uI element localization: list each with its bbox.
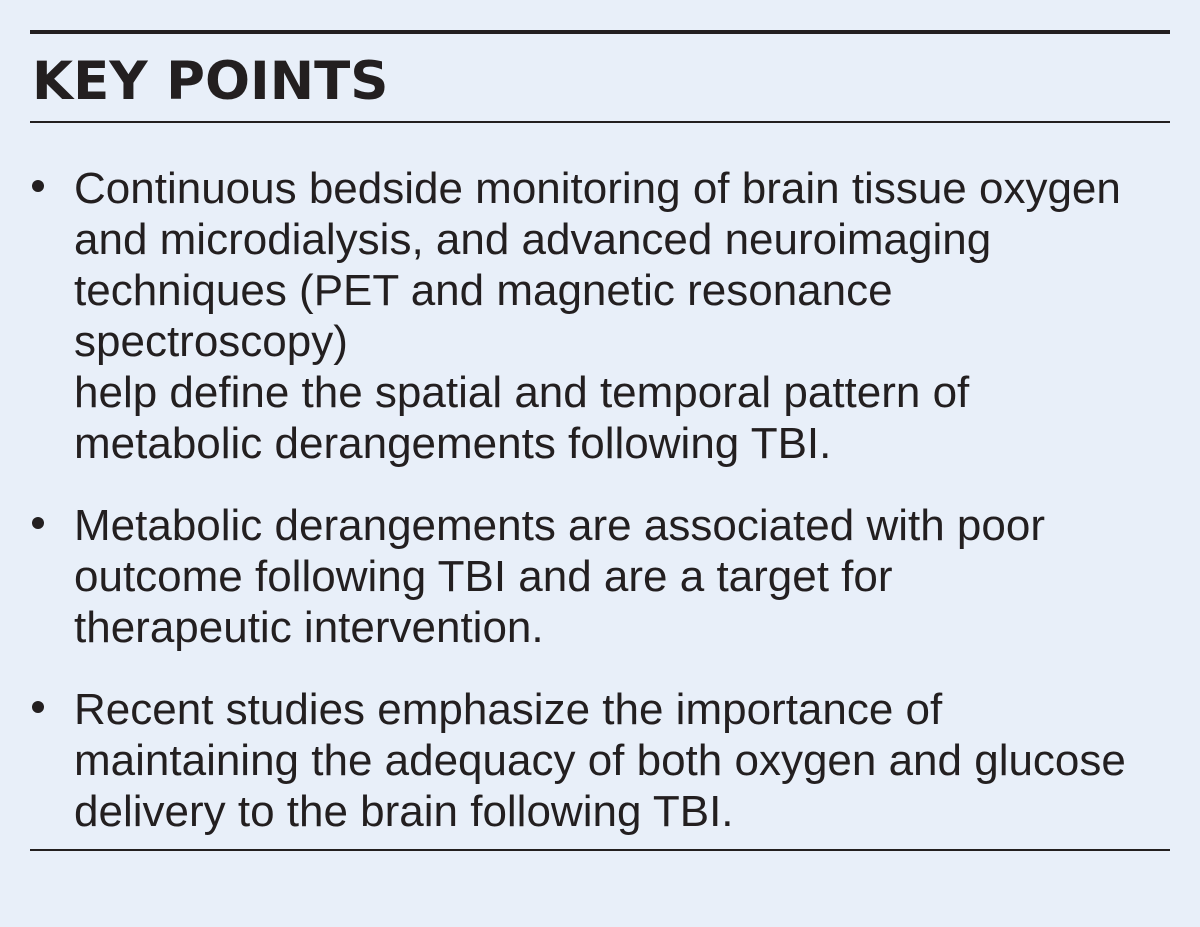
bullet-icon [32, 701, 44, 713]
key-points-list [30, 163, 1170, 868]
key-point-text: Metabolic derangements are associated with poor outcome following TBI and are a target for therapeutic intervention. [74, 501, 1045, 652]
heading-rule [30, 121, 1170, 123]
bullet-icon [32, 180, 44, 192]
top-rule [30, 30, 1170, 34]
key-point-item [30, 500, 1170, 653]
key-point-text: Recent studies emphasize the importance of maintaining the adequacy of both oxygen and glucose delivery to the brain following TBI. [74, 685, 1126, 836]
bottom-rule [30, 849, 1170, 851]
bullet-icon [32, 517, 44, 529]
key-points-heading: KEY POINTS [32, 51, 389, 112]
key-point-item [30, 684, 1170, 837]
key-point-item [30, 163, 1170, 469]
key-point-text: Continuous bedside monitoring of brain tissue oxygen and microdialysis, and advanced neuroimaging techniques (PET and magnetic resonance spectroscopy) help define the spatial and temporal pattern of metabolic derangements following TBI. [74, 164, 1121, 468]
